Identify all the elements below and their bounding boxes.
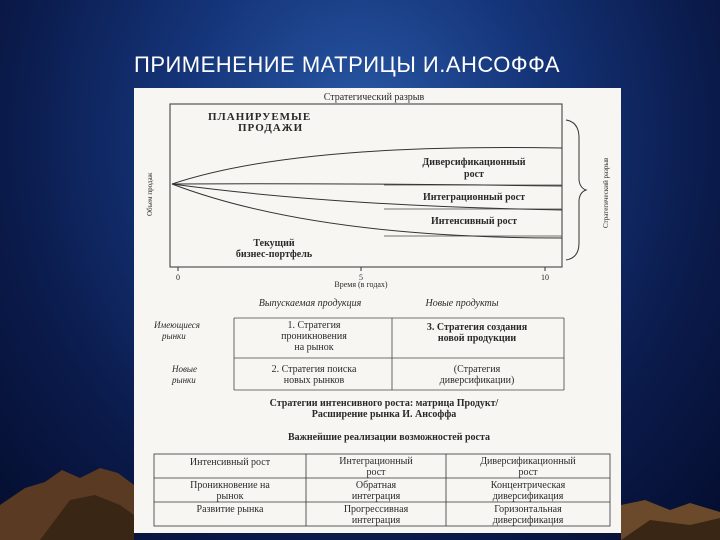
- right-gap-label: Стратегический разрыв: [602, 157, 610, 228]
- matrix-cell-1-line3: на рынок: [294, 342, 334, 353]
- slide-title: ПРИМЕНЕНИЕ МАТРИЦЫ И.АНСОФФА: [134, 52, 561, 77]
- planned-sales-line2: ПРОДАЖИ: [238, 122, 304, 134]
- table-cell: Развитие рынка: [196, 504, 264, 515]
- x-tick-0: 0: [176, 273, 180, 282]
- matrix-caption-line1: Стратегии интенсивного роста: матрица Продукт/: [269, 398, 499, 409]
- current-portfolio-line1: Текущий: [253, 238, 295, 249]
- table-header-diversification: Диверсификационный рост: [480, 456, 576, 478]
- table-cell: Прогрессивная интеграция: [343, 504, 409, 526]
- table-cell: Проникновение на рынок: [190, 480, 270, 502]
- diversification-growth-line1: Диверсификационный: [422, 157, 526, 168]
- y-axis-label: Объем продаж: [146, 172, 154, 216]
- matrix-cell-3-line2: новой продукции: [437, 333, 517, 344]
- planned-sales-line1: ПЛАНИРУЕМЫЕ: [208, 111, 312, 123]
- matrix-col-header-existing: Выпускаемая продукция: [258, 298, 362, 309]
- table-header-intensive: Интенсивный рост: [189, 457, 271, 468]
- scanned-page: [134, 88, 621, 533]
- matrix-caption-line2: Расширение рынка И. Ансоффа: [311, 409, 457, 420]
- table-caption: Важнейшие реализации возможностей роста: [287, 432, 491, 443]
- integration-growth-label: Интеграционный рост: [422, 192, 526, 203]
- x-axis-label: Время (в годах): [334, 280, 388, 289]
- diversification-growth-line2: рост: [464, 169, 484, 180]
- matrix-row-new-line2: рынки: [172, 375, 196, 385]
- matrix-row-existing-line2: рынки: [162, 331, 186, 341]
- table-cell: Обратная интеграция: [351, 480, 401, 502]
- matrix-cell-2-line2: новых рынков: [283, 375, 345, 386]
- matrix-row-existing-line1: Имеющиеся: [154, 320, 200, 330]
- x-tick-10: 10: [541, 273, 549, 282]
- table-cell: Горизонтальная диверсификация: [492, 504, 564, 526]
- matrix-cell-2-line1: 2. Стратегия поиска: [271, 364, 357, 375]
- table-cell: Концентрическая диверсификация: [490, 480, 566, 502]
- matrix-cell-1-line2: проникновения: [281, 331, 347, 342]
- chart-top-label: Стратегический разрыв: [323, 92, 425, 103]
- table-header-integration: Интеграционный рост: [339, 456, 413, 478]
- matrix-row-new-line1: Новые: [172, 364, 197, 374]
- matrix-cell-4-line1: (Стратегия: [453, 364, 501, 375]
- intensive-growth-label: Интенсивный рост: [431, 216, 517, 227]
- matrix-cell-4-line2: диверсификации): [439, 375, 515, 386]
- x-tick-5: 5: [359, 273, 363, 282]
- matrix-cell-3-line1: 3. Стратегия создания: [426, 322, 528, 333]
- matrix-cell-1-line1: 1. Стратегия: [287, 320, 341, 331]
- current-portfolio-line2: бизнес-портфель: [235, 249, 313, 260]
- matrix-col-header-new: Новые продукты: [425, 298, 499, 309]
